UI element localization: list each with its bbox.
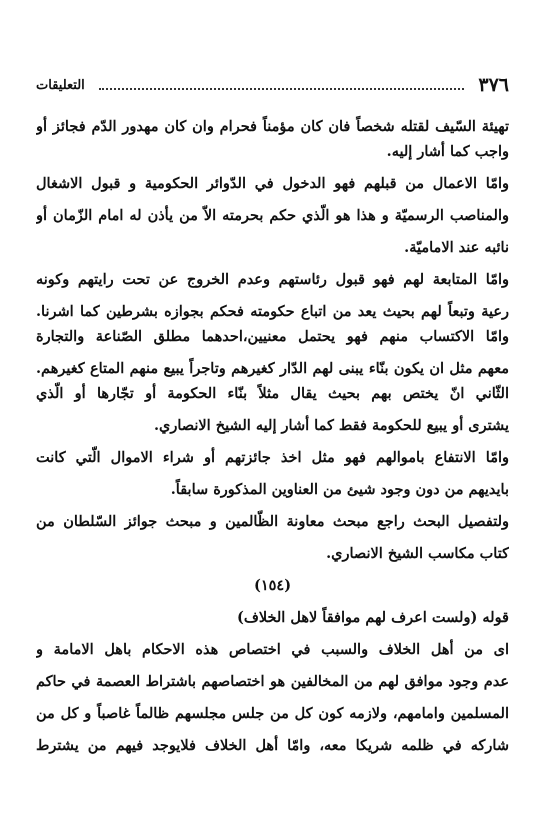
section-title: التعليقات bbox=[36, 77, 85, 93]
text-line: كتاب مكاسب الشيخ الانصاري. bbox=[326, 545, 509, 562]
body-text bbox=[36, 114, 509, 758]
text-line: المسلمين وامامهم، ولازمه كون كل من جلس مجلسهم ظالماً غاصباً و كل من bbox=[36, 705, 509, 722]
note-heading: قوله (ولست اعرف لهم موافقاً لاهل الخلاف) bbox=[236, 609, 509, 626]
running-header bbox=[36, 72, 509, 98]
leader-dots bbox=[99, 88, 465, 90]
text-line: عدم وجود موافق لهم من المخالفين هو اختصاصهم باشتراط العصمة في حاكم bbox=[36, 673, 509, 690]
text-line: نائبه عند الاماميّة. bbox=[404, 239, 509, 256]
page-number: ٣٧٦ bbox=[478, 74, 509, 96]
text-line: يشترى أو يبيع للحكومة فقط كما أشار إليه الشيخ الانصاري. bbox=[153, 417, 509, 434]
text-line: وامّا المتابعة لهم فهو قبول رئاستهم وعدم الخروج عن تحت رايتهم وكونه bbox=[36, 271, 509, 288]
text-line: والمناصب الرسميّة و هذا هو الّذي حكم بحرمته الاّ من يأذن له امام الزّمان أو bbox=[36, 207, 509, 224]
text-line: تهيئة السّيف لقتله شخصاً فان كان مؤمناً فحرام وان كان مهدور الدّم فجائز أو bbox=[36, 118, 509, 135]
text-line: بايديهم من دون وجود شيئ من العناوين المذكورة سابقاً. bbox=[170, 481, 509, 498]
text-line: وامّا الانتفاع باموالهم فهو مثل اخذ جائزتهم أو شراء الاموال الّتي كانت bbox=[36, 449, 509, 466]
text-line: وامّا الاعمال من قبلهم فهو الدخول في الدّوائر الحكومية و قبول الاشغال bbox=[36, 175, 509, 192]
text-line: معهم مثل ان يكون بنّاء يبنى لهم الدّار كغيرهم وتاجراً يبيع منهم المتاع كغيرهم. bbox=[36, 360, 509, 377]
text-line: الثّاني انّ يختص بهم بحيث يقال مثلاً بنّاء الحكومة أو تجّارها أو الّذي bbox=[36, 385, 509, 402]
text-line: واجب كما أشار إليه. bbox=[386, 143, 509, 160]
note-number: (١٥٤) bbox=[253, 577, 292, 594]
text-line: رعية وتبعاً لهم بحيث يعد من اتباع حكومته فحكم بجوازه بشرطين كما اشرنا. bbox=[36, 303, 509, 320]
text-line: ولتفصيل البحث راجع مبحث معاونة الظّالمين و مبحث جوائز السّلطان من bbox=[36, 513, 509, 530]
text-line: اى من أهل الخلاف والسبب في اختصاص هذه الاحكام باهل الامامة و bbox=[36, 641, 509, 658]
text-line: وامّا الاكتساب منهم فهو يحتمل معنيين،احدهما مطلق الصّناعة والتجارة bbox=[36, 328, 509, 345]
text-line: شاركه في ظلمه شريكا معه، وامّا أهل الخلاف فلايوجد فيهم من يشترط bbox=[36, 737, 509, 754]
